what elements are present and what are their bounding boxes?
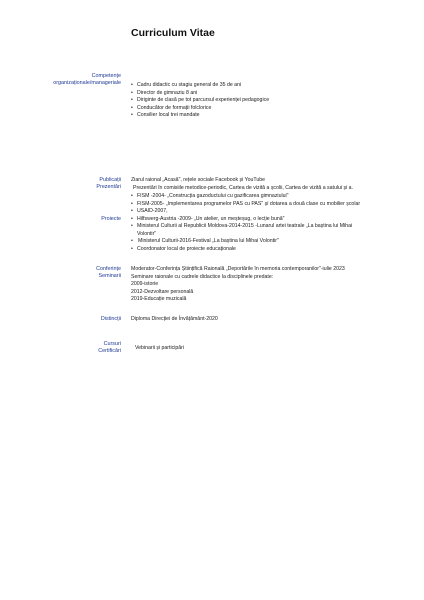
distinctii-label: Distincții xyxy=(100,316,121,322)
list-item: • Coordonator local de proiecte educaționale xyxy=(131,245,236,252)
list-item: • Ministerul Culturii-2016-Festival „La baștina lui Mihai Volontir" xyxy=(131,238,279,244)
conferinte-content: Moderator-Conferința Științifică Raională „Deportările în memoria contemporanilor"-iulie 2023 Seminare raionale cu cadrele didactice la disciplinele predate: 2009-istorie 2012-Dezvoltare personală 2019-Educație muzicală xyxy=(131,266,345,302)
publicatii-label: Publicații Prezentări xyxy=(96,177,121,191)
competente-list xyxy=(131,82,421,120)
conferinte-label: Conferințe Seminarii xyxy=(96,266,121,280)
distinctii-content: Diploma Direcției de Învățământ-2020 xyxy=(131,316,218,322)
list-item: • Cadru didactic cu stagiu general de 35 de ani xyxy=(131,82,242,88)
proiecte-label: Proiecte xyxy=(101,216,121,222)
list-item: • FISM -2004- „Construcția gazoductului cu gazificarea gimnaziului" xyxy=(131,193,289,199)
list-item: • Consilier local trei mandate xyxy=(131,112,200,118)
cursuri-content: Vebinarii și participări xyxy=(135,345,185,351)
list-item: • Hilfswerg-Austria -2009- „Un atelier, un meșteșug, o lecție bună" xyxy=(131,215,285,222)
list-item: • FISM-2005- „Implementarea programelor PAS cu PAS" și dotarea a două clase cu mobilier școlar xyxy=(131,200,361,207)
competente-label: Competențe organizaționale/manageriale xyxy=(53,73,121,87)
list-item: • Ministerul Culturii al Republicii Moldova-2014-2015 -Lunarul artei teatrale „La baștina lui Mihai xyxy=(131,223,353,229)
proiecte-list xyxy=(131,193,421,253)
list-item: • Director de gimnaziu 8 ani xyxy=(131,89,198,96)
list-item: • Diriginte de clasă pe tot parcursul experienței pedagogice xyxy=(131,97,270,103)
list-item: • USAID-2007, xyxy=(131,208,168,214)
cursuri-label: Cursuri Certificări xyxy=(98,341,121,355)
page-title: Curriculum Vitae xyxy=(131,27,215,39)
publicatii-content: Ziarul raional „Acasă", rețele sociale Facebook și YouTube Prezentări în comisiile metodice-periodic, Cartea de vizită a școlii, Cartea de vizită a satului și a. xyxy=(131,177,353,191)
list-item-continuation: Volontir" xyxy=(137,230,157,237)
list-item: • Conducător de formații folclorice xyxy=(131,104,212,111)
